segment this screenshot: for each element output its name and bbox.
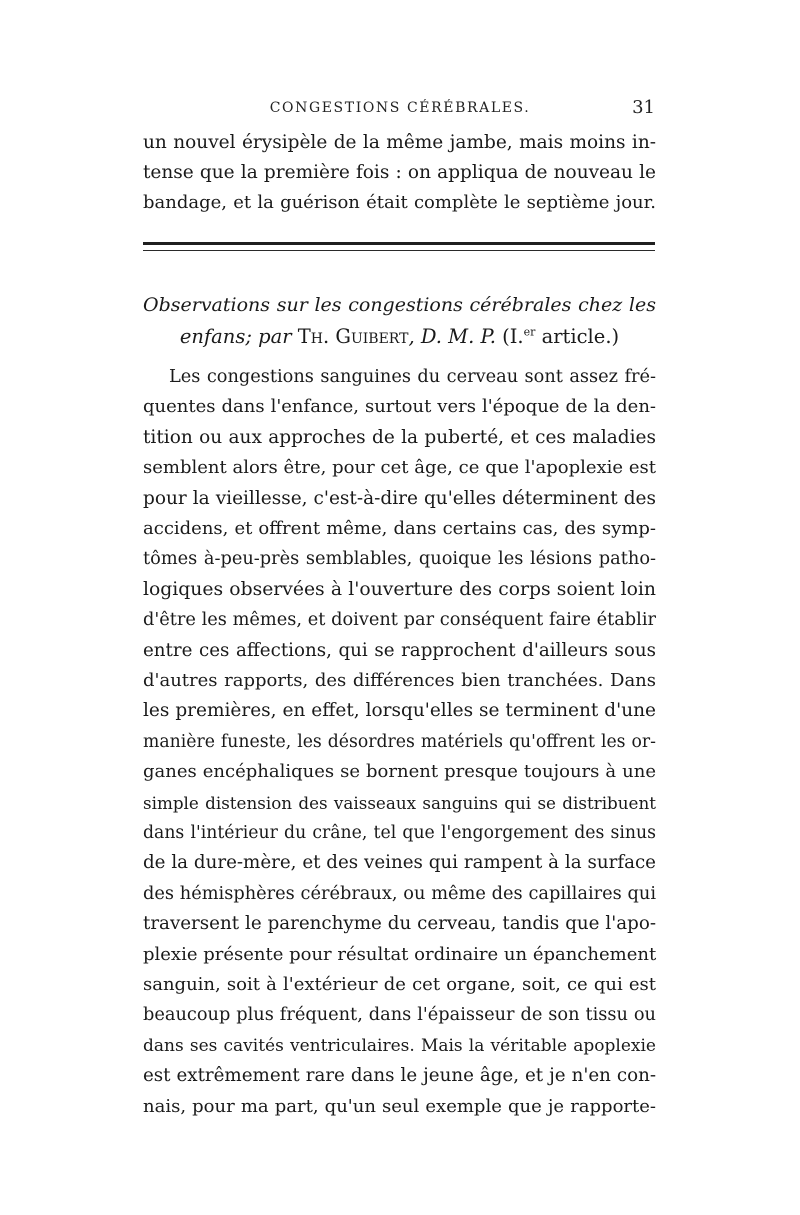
text-line: bandage, et la guérison était complète le septième jour. bbox=[143, 192, 656, 213]
running-head bbox=[145, 97, 655, 124]
body-line: d'être les mêmes, et doivent par conséquent faire établir bbox=[143, 610, 656, 631]
body-line: d'autres rapports, des différences bien tranchées. Dans bbox=[143, 670, 656, 691]
body-line: semblent alors être, pour cet âge, ce que l'apoplexie est bbox=[143, 457, 656, 479]
body-line: tition ou aux approches de la puberté, et ces maladies bbox=[143, 426, 656, 448]
body-line: accidens, et offrent même, dans certains cas, des symp- bbox=[143, 518, 656, 539]
article-number-superscript: er bbox=[523, 325, 536, 339]
body-line: quentes dans l'enfance, surtout vers l'époque de la den- bbox=[143, 396, 656, 418]
body-line: sanguin, soit à l'extérieur de cet organe, soit, ce qui est bbox=[143, 974, 656, 995]
section-rule-thin bbox=[143, 250, 655, 251]
article-title-line-2 bbox=[143, 320, 656, 354]
body-line: plexie présente pour résultat ordinaire un épanchement bbox=[143, 943, 657, 965]
body-line: manière funeste, les désordres matériels qu'offrent les or- bbox=[143, 731, 656, 752]
body-line: simple distension des vaisseaux sanguins qui se distribuent bbox=[143, 792, 656, 813]
body-line: entre ces affections, qui se rapprochent d'ailleurs sous bbox=[143, 639, 656, 661]
article-number-open: (I. bbox=[502, 325, 524, 348]
body-line: de la dure-mère, et des veines qui rampent à la surface bbox=[143, 852, 656, 874]
body-line: dans ses cavités ventriculaires. Mais la véritable apoplexie bbox=[143, 1035, 656, 1056]
author-name: Th. Guibert bbox=[297, 325, 409, 348]
article-title-line-1: Observations sur les congestions cérébrales chez les bbox=[143, 294, 656, 316]
body-line: pour la vieillesse, c'est-à-dire qu'elles déterminent des bbox=[143, 487, 656, 509]
author-degree: , D. M. P. bbox=[408, 325, 496, 348]
body-line: Les congestions sanguines du cerveau sont assez fré- bbox=[169, 367, 656, 387]
section-rule-thick bbox=[143, 242, 655, 245]
body-line: est extrêmement rare dans le jeune âge, et je n'en con- bbox=[143, 1065, 656, 1087]
page-number: 31 bbox=[632, 97, 655, 118]
body-line: dans l'intérieur du crâne, tel que l'engorgement des sinus bbox=[143, 823, 656, 843]
article-number-close: article.) bbox=[541, 325, 620, 348]
running-title: CONGESTIONS CÉRÉBRALES. bbox=[269, 100, 531, 116]
body-line: beaucoup plus fréquent, dans l'épaisseur de son tissu ou bbox=[143, 1005, 656, 1026]
body-line: traversent le parenchyme du cerveau, tandis que l'apo- bbox=[143, 913, 656, 935]
title-italic-part: enfans; par bbox=[179, 325, 292, 348]
body-line: nais, pour ma part, qu'un seul exemple que je rapporte- bbox=[143, 1095, 656, 1117]
text-line: tense que la première fois : on appliqua de nouveau le bbox=[143, 162, 656, 183]
body-line: logiques observées à l'ouverture des corps soient loin bbox=[143, 578, 656, 600]
body-line: les premières, en effet, lorsqu'elles se terminent d'une bbox=[143, 700, 656, 722]
text-line: un nouvel érysipèle de la même jambe, mais moins in- bbox=[143, 132, 656, 153]
body-line: tômes à-peu-près semblables, quoique les lésions patho- bbox=[143, 549, 656, 570]
body-line: ganes encéphaliques se bornent presque toujours à une bbox=[143, 761, 656, 783]
body-line: des hémisphères cérébraux, ou même des capillaires qui bbox=[143, 883, 656, 904]
